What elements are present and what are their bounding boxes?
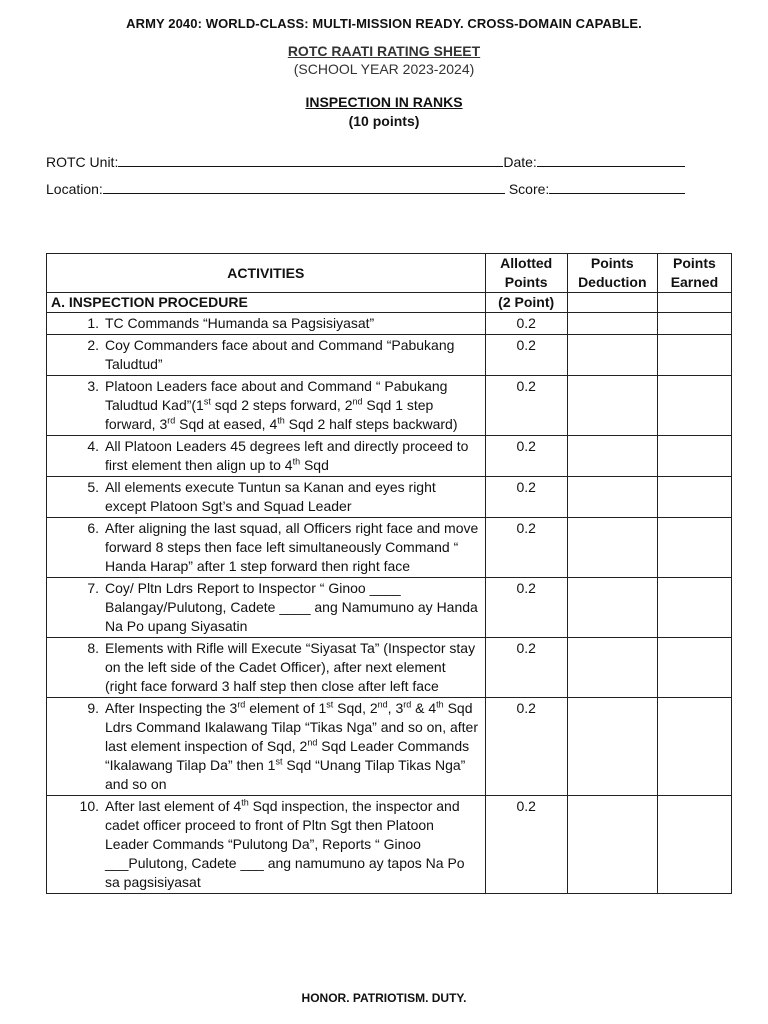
score-label: Score:	[508, 181, 550, 197]
activity-cell	[47, 638, 486, 698]
points-earned-cell[interactable]	[657, 335, 731, 376]
allotted-points-cell: 0.2	[485, 335, 567, 376]
item-text: Coy/ Pltn Ldrs Report to Inspector “ Ginoo ____ Balangay/Pulutong, Cadete ____ ang Namumuno ay Handa Na Po upang Siyasatin	[105, 580, 478, 634]
activity-cell	[47, 376, 486, 436]
procedure-row	[47, 293, 732, 313]
date-field[interactable]	[537, 166, 685, 167]
rotc-unit-label: ROTC Unit:	[46, 154, 119, 170]
points-deduction-cell[interactable]	[567, 376, 657, 436]
item-number: 1.	[87, 315, 99, 331]
rotc-unit-field[interactable]	[118, 166, 503, 167]
points-earned-cell[interactable]	[657, 698, 731, 796]
date-label: Date:	[503, 154, 537, 170]
footer-motto: HONOR. PATRIOTISM. DUTY.	[301, 991, 467, 1005]
activity-cell	[47, 796, 486, 894]
activity-cell	[47, 698, 486, 796]
procedure-deduction-cell[interactable]	[567, 293, 657, 313]
points-deduction-cell[interactable]	[567, 313, 657, 335]
item-number: 7.	[87, 580, 99, 596]
allotted-points-cell: 0.2	[485, 638, 567, 698]
item-number: 4.	[87, 438, 99, 454]
activities-header: ACTIVITIES	[47, 254, 486, 293]
allotted-points-header: Allotted Points	[485, 254, 567, 293]
location-score-line	[46, 177, 698, 197]
table-row	[47, 335, 732, 376]
table-row	[47, 436, 732, 477]
item-text: TC Commands “Humanda sa Pagsisiyasat”	[105, 315, 375, 331]
item-number: 3.	[87, 378, 99, 394]
location-field[interactable]	[103, 193, 505, 194]
unit-date-line	[46, 150, 698, 170]
points-earned-cell[interactable]	[657, 477, 731, 518]
item-number: 2.	[87, 337, 99, 353]
activity-cell	[47, 477, 486, 518]
activity-cell	[47, 436, 486, 477]
item-number: 6.	[87, 520, 99, 536]
allotted-points-cell: 0.2	[485, 436, 567, 477]
item-number: 8.	[87, 640, 99, 656]
allotted-points-cell: 0.2	[485, 578, 567, 638]
points-earned-cell[interactable]	[657, 313, 731, 335]
item-number: 9.	[87, 700, 99, 716]
table-row	[47, 313, 732, 335]
points-deduction-cell[interactable]	[567, 335, 657, 376]
score-field[interactable]	[549, 193, 685, 194]
allotted-points-cell: 0.2	[485, 376, 567, 436]
table-row	[47, 518, 732, 578]
points-deduction-cell[interactable]	[567, 436, 657, 477]
points-earned-cell[interactable]	[657, 376, 731, 436]
points-earned-cell[interactable]	[657, 578, 731, 638]
item-text: After last element of 4th Sqd inspection, the inspector and cadet officer proceed to front of Pltn Sgt then Platoon Leader Commands “Pulutong Da”, Reports “ Ginoo ___Pulutong, Cadete ___ ang namumuno ay tapos Na Po sa pagsisiyasat	[105, 797, 465, 890]
item-text: After aligning the last squad, all Officers right face and move forward 8 steps then face left simultaneously Command “ Handa Harap” after 1 step forward then right face	[105, 520, 479, 574]
points-deduction-cell[interactable]	[567, 698, 657, 796]
table-row	[47, 796, 732, 894]
allotted-points-cell: 0.2	[485, 796, 567, 894]
table-row	[47, 477, 732, 518]
item-text: Elements with Rifle will Execute “Siyasat Ta” (Inspector stay on the left side of the Cadet Officer), after next element (right face forward 3 half step then close after left face	[105, 640, 476, 694]
procedure-earned-cell[interactable]	[657, 293, 731, 313]
item-text: All Platoon Leaders 45 degrees left and directly proceed to first element then align up to 4th Sqd	[105, 438, 469, 473]
points-earned-cell[interactable]	[657, 436, 731, 477]
table-header-row	[47, 254, 732, 293]
points-earned-cell[interactable]	[657, 796, 731, 894]
sheet-title: ROTC RAATI RATING SHEET	[287, 43, 481, 59]
points-earned-cell[interactable]	[657, 638, 731, 698]
procedure-label: A. INSPECTION PROCEDURE	[47, 293, 486, 313]
table-row	[47, 698, 732, 796]
allotted-points-cell: 0.2	[485, 698, 567, 796]
activity-cell	[47, 313, 486, 335]
allotted-points-cell: 0.2	[485, 477, 567, 518]
activity-cell	[47, 518, 486, 578]
section-title: INSPECTION IN RANKS	[305, 94, 463, 110]
item-text: Platoon Leaders face about and Command “ Pabukang Taludtud Kad”(1st sqd 2 steps forward, 2nd Sqd 1 step forward, 3rd Sqd at eased, 4th Sqd 2 half steps backward)	[105, 378, 458, 432]
points-earned-header: Points Earned	[657, 254, 731, 293]
table-row	[47, 578, 732, 638]
procedure-points: (2 Point)	[485, 293, 567, 313]
section-points: (10 points)	[348, 113, 420, 129]
points-earned-cell[interactable]	[657, 518, 731, 578]
table-row	[47, 638, 732, 698]
rating-table	[46, 253, 732, 894]
header-motto: ARMY 2040: WORLD-CLASS: MULTI-MISSION READY. CROSS-DOMAIN CAPABLE.	[126, 16, 642, 31]
activity-cell	[47, 335, 486, 376]
allotted-points-cell: 0.2	[485, 518, 567, 578]
item-number: 5.	[87, 479, 99, 495]
school-year: (SCHOOL YEAR 2023-2024)	[293, 61, 475, 77]
activity-cell	[47, 578, 486, 638]
points-deduction-cell[interactable]	[567, 477, 657, 518]
points-deduction-cell[interactable]	[567, 796, 657, 894]
table-row	[47, 376, 732, 436]
item-number: 10.	[79, 798, 99, 814]
item-text: After Inspecting the 3rd element of 1st Sqd, 2nd, 3rd & 4th Sqd Ldrs Command Ikalawang Tilap “Tikas Nga” and so on, after last element inspection of Sqd, 2nd Sqd Leader Commands “Ikalawang Tilap Da” then 1st Sqd “Unang Tilap Tikas Nga” and so on	[105, 699, 478, 792]
points-deduction-cell[interactable]	[567, 518, 657, 578]
points-deduction-header: Points Deduction	[567, 254, 657, 293]
item-text: All elements execute Tuntun sa Kanan and eyes right except Platoon Sgt’s and Squad Leader	[105, 479, 436, 514]
location-label: Location:	[46, 181, 103, 197]
allotted-points-cell: 0.2	[485, 313, 567, 335]
points-deduction-cell[interactable]	[567, 638, 657, 698]
points-deduction-cell[interactable]	[567, 578, 657, 638]
item-text: Coy Commanders face about and Command “Pabukang Taludtud”	[105, 337, 455, 372]
